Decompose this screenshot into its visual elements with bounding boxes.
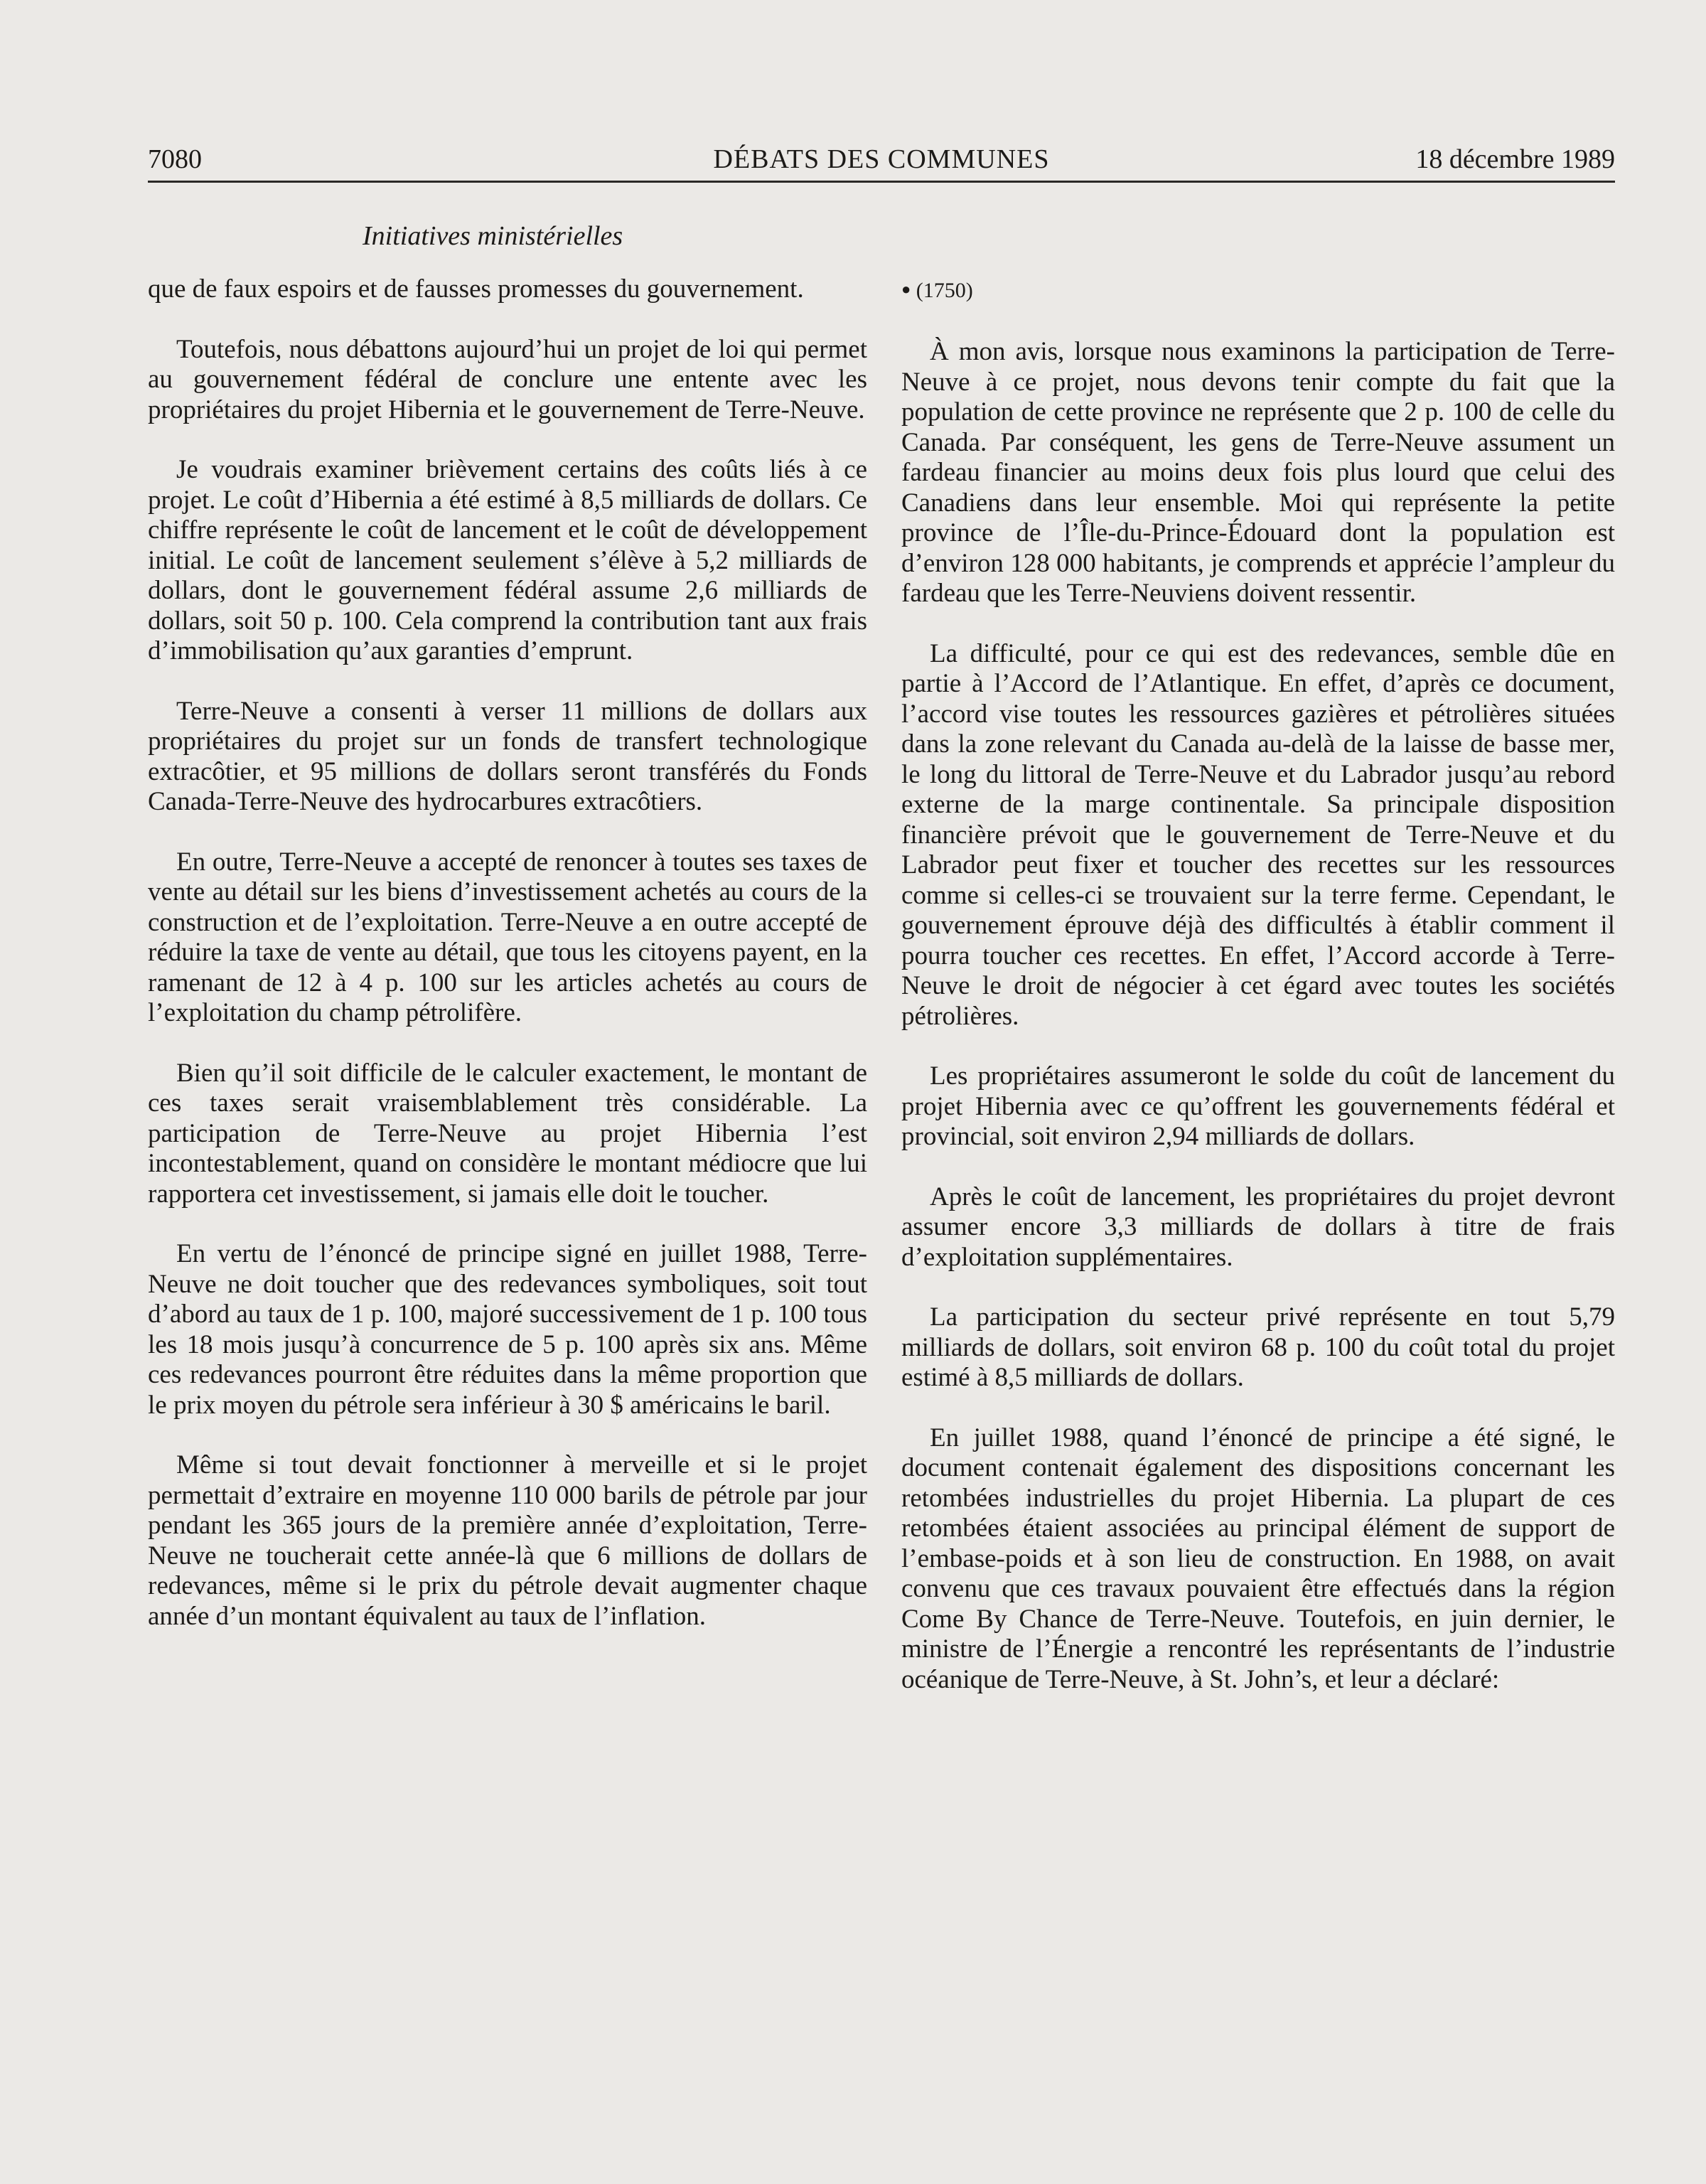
running-head [148,139,1615,179]
paragraph: La difficulté, pour ce qui est des redevances, semble dûe en partie à l’Accord de l’Atlantique. En effet, d’après ce document, l’accord vise toutes les ressources gazières et pétrolières situées dans la zone relevant du Canada au-delà de la laisse de basse mer, le long du littoral de Terre-Neuve et du Labrador jusqu’au rebord externe de la marge continentale. Sa principale disposition financière prévoit que le gouvernement de Terre-Neuve et du Labrador peut fixer et toucher des recettes sur les ressources comme si celles-ci se trouvaient sur la terre ferme. Cependant, le gouvernement éprouve déjà des difficultés à établir comment il pourra toucher ces recettes. En effet, l’Accord accorde à Terre-Neuve le droit de négocier à cet égard avec toutes les sociétés pétrolières. [901,638,1615,1031]
paragraph: En juillet 1988, quand l’énoncé de principe a été signé, le document contenait également des dispositions concernant les retombées industrielles du projet Hibernia. La plupart de ces retombées étaient associées au principal élément de support de l’embase-poids et à son lieu de construction. En 1988, on avait convenu que ces travaux pouvaient être effectués dans la région Come By Chance de Terre-Neuve. Toutefois, en juin dernier, le ministre de l’Énergie a rencontré les représentants de l’industrie océanique de Terre-Neuve, à St. John’s, et leur a déclaré: [901,1423,1615,1694]
paragraph: En vertu de l’énoncé de principe signé en juillet 1988, Terre-Neuve ne doit toucher que des redevances symboliques, soit tout d’abord au taux de 1 p. 100, majoré successivement de 1 p. 100 tous les 18 mois jusqu’à concurrence de 5 p. 100 après six ans. Même ces redevances pourront être réduites dans la même proportion que le prix moyen du pétrole sera inférieur à 30 $ américains le baril. [148,1239,867,1420]
paragraph: Je voudrais examiner brièvement certains des coûts liés à ce projet. Le coût d’Hibernia a été estimé à 8,5 milliards de dollars. Ce chiffre représente le coût de lancement et le coût de développement initial. Le coût de lancement seulement s’élève à 5,2 milliards de dollars, dont le gouvernement fédéral assume 2,6 milliards de dollars, soit 50 p. 100. Cela comprend la contribution tant aux frais d’immobilisation qu’aux garanties d’emprunt. [148,455,867,665]
paragraph: Les propriétaires assumeront le solde du coût de lancement du projet Hibernia avec ce qu’offrent les gouvernements fédéral et provincial, soit environ 2,94 milliards de dollars. [901,1061,1615,1151]
bullet-icon: ● [901,280,911,298]
header-rule [148,181,1615,183]
paragraph: Terre-Neuve a consenti à verser 11 millions de dollars aux propriétaires du projet sur un fonds de transfert technologique extracôtier, et 95 millions de dollars seront transférés du Fonds Canada-Terre-Neuve des hydrocarbures extracôtiers. [148,696,867,816]
paragraph: Toutefois, nous débattons aujourd’hui un projet de loi qui permet au gouvernement fédéral de conclure une entente avec les propriétaires du projet Hibernia et le gouvernement de Terre-Neuve. [148,334,867,424]
paragraph: À mon avis, lorsque nous examinons la participation de Terre-Neuve à ce projet, nous devons tenir compte du fait que la population de cette province ne représente que 2 p. 100 de celle du Canada. Par conséquent, les gens de Terre-Neuve assument un fardeau financier au moins deux fois plus lourd que celui des Canadiens dans leur ensemble. Moi qui représente la petite province de l’Île-du-Prince-Édouard dont la population est d’environ 128 000 habitants, je comprends et apprécie l’ampleur du fardeau que les Terre-Neuviens doivent ressentir. [901,337,1615,608]
paragraph: que de faux espoirs et de fausses promesses du gouvernement. [148,274,804,304]
page-number: 7080 [148,144,202,174]
publication-date: 18 décembre 1989 [1415,144,1615,174]
publication-title: DÉBATS DES COMMUNES [713,144,1050,174]
paragraph: Bien qu’il soit difficile de le calculer exactement, le montant de ces taxes serait vraisemblablement très considérable. La participation de Terre-Neuve au projet Hibernia l’est incontestablement, quand on considère le montant médiocre que lui rapportera cet investissement, si jamais elle doit le toucher. [148,1058,867,1209]
paragraph: En outre, Terre-Neuve a accepté de renoncer à toutes ses taxes de vente au détail sur les biens d’investissement achetés au cours de la construction et de l’exploitation. Terre-Neuve a en outre accepté de réduire la taxe de vente au détail, que tous les citoyens payent, en la ramenant de 12 à 4 p. 100 sur les articles achetés au cours de l’exploitation du champ pétrolifère. [148,847,867,1027]
section-title: Initiatives ministérielles [363,221,623,251]
paragraph: Même si tout devait fonctionner à merveille et si le projet permettait d’extraire en moyenne 110 000 barils de pétrole par jour pendant les 365 jours de la première année d’exploitation, Terre-Neuve ne toucherait cette année-là que 6 millions de dollars de redevances, même si le prix du pétrole devait augmenter chaque année d’un montant équivalent au taux de l’inflation. [148,1450,867,1631]
paragraph: La participation du secteur privé représente en tout 5,79 milliards de dollars, soit environ 68 p. 100 du coût total du projet estimé à 8,5 milliards de dollars. [901,1302,1615,1392]
timestamp-label: (1750) [916,279,973,302]
left-column [148,274,867,1661]
paragraph: Après le coût de lancement, les propriétaires du projet devront assumer encore 3,3 milliards de dollars à titre de frais d’exploitation supplémentaires. [901,1182,1615,1272]
right-column [901,274,1615,1725]
timestamp [901,274,1615,306]
